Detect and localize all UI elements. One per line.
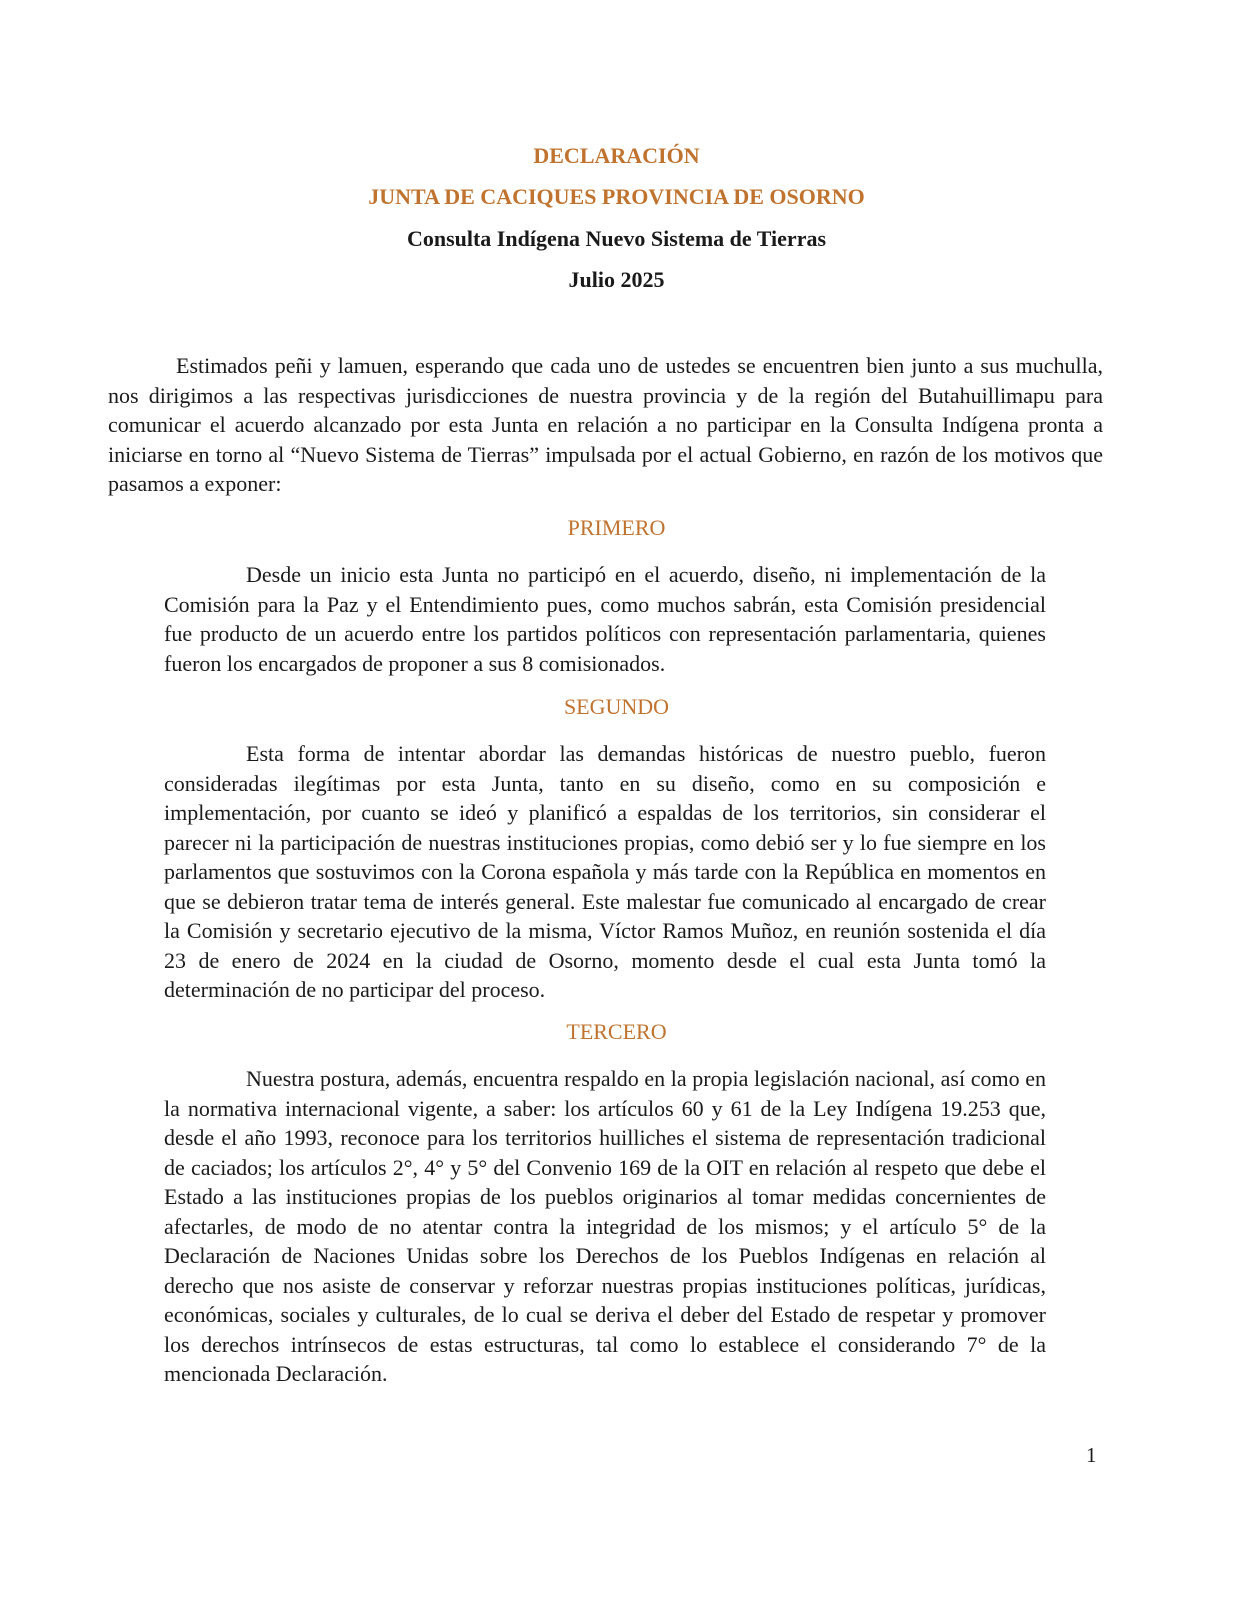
document-subtitle: JUNTA DE CACIQUES PROVINCIA DE OSORNO (368, 184, 865, 209)
section-heading-tercero: TERCERO (566, 1019, 667, 1044)
document-date: Julio 2025 (568, 267, 665, 292)
document-title: DECLARACIÓN (533, 143, 700, 168)
section-heading-segundo: SEGUNDO (563, 694, 670, 719)
page-number: 1 (1086, 1443, 1097, 1467)
section-heading-primero: PRIMERO (567, 515, 666, 540)
section-text-segundo: Esta forma de intentar abordar las demandas históricas de nuestro pueblo, fueron consideradas ilegítimas por esta Junta, tanto en su diseño, como en su composición e implementación, por cuanto se ideó y planificó a espaldas de los territorios, sin considerar el parecer ni la participación de nuestras instituciones propias, como debió ser y lo fue siempre en los parlamentos que sostuvimos con la Corona española y más tarde con la República en momentos en que se debieron tratar tema de interés general. Este malestar fue comunicado al encargado de crear la Comisión y secretario ejecutivo de la misma, Víctor Ramos Muñoz, en reunión sostenida el día 23 de enero de 2024 en la ciudad de Osorno, momento desde el cual esta Junta tomó la determinación de no participar del proceso. (164, 741, 1046, 1002)
document-topic: Consulta Indígena Nuevo Sistema de Tierras (406, 226, 827, 251)
section-text-tercero: Nuestra postura, además, encuentra respaldo en la propia legislación nacional, así como en la normativa internacional vigente, a saber: los artículos 60 y 61 de la Ley Indígena 19.253 que, desde el año 1993, reconoce para los territorios huilliches el sistema de representación tradicional de caciados; los artículos 2°, 4° y 5° del Convenio 169 de la OIT en relación al respeto que debe el Estado a las instituciones propias de los pueblos originarios al tomar medidas concernientes de afectarles, de modo de no atentar contra la integridad de los mismos; y el artículo 5° de la Declaración de Naciones Unidas sobre los Derechos de los Pueblos Indígenas en relación al derecho que nos asiste de conservar y reforzar nuestras propias instituciones políticas, jurídicas, económicas, sociales y culturales, de lo cual se deriva el deber del Estado de respetar y promover los derechos intrínsecos de estas estructuras, tal como lo establece el considerando 7° de la mencionada Declaración. (164, 1066, 1046, 1386)
intro-paragraph: Estimados peñi y lamuen, esperando que cada uno de ustedes se encuentren bien junto a sus muchulla, nos dirigimos a las respectivas jurisdicciones de nuestra provincia y de la región del Butahuillimapu para comunicar el acuerdo alcanzado por esta Junta en relación a no participar en la Consulta Indígena pronta a iniciarse en torno al “Nuevo Sistema de Tierras” impulsada por el actual Gobierno, en razón de los motivos que pasamos a exponer: (108, 353, 1103, 496)
section-text-primero: Desde un inicio esta Junta no participó en el acuerdo, diseño, ni implementación de la Comisión para la Paz y el Entendimiento pues, como muchos sabrán, esta Comisión presidencial fue producto de un acuerdo entre los partidos políticos con representación parlamentaria, quienes fueron los encargados de proponer a sus 8 comisionados. (164, 562, 1046, 676)
